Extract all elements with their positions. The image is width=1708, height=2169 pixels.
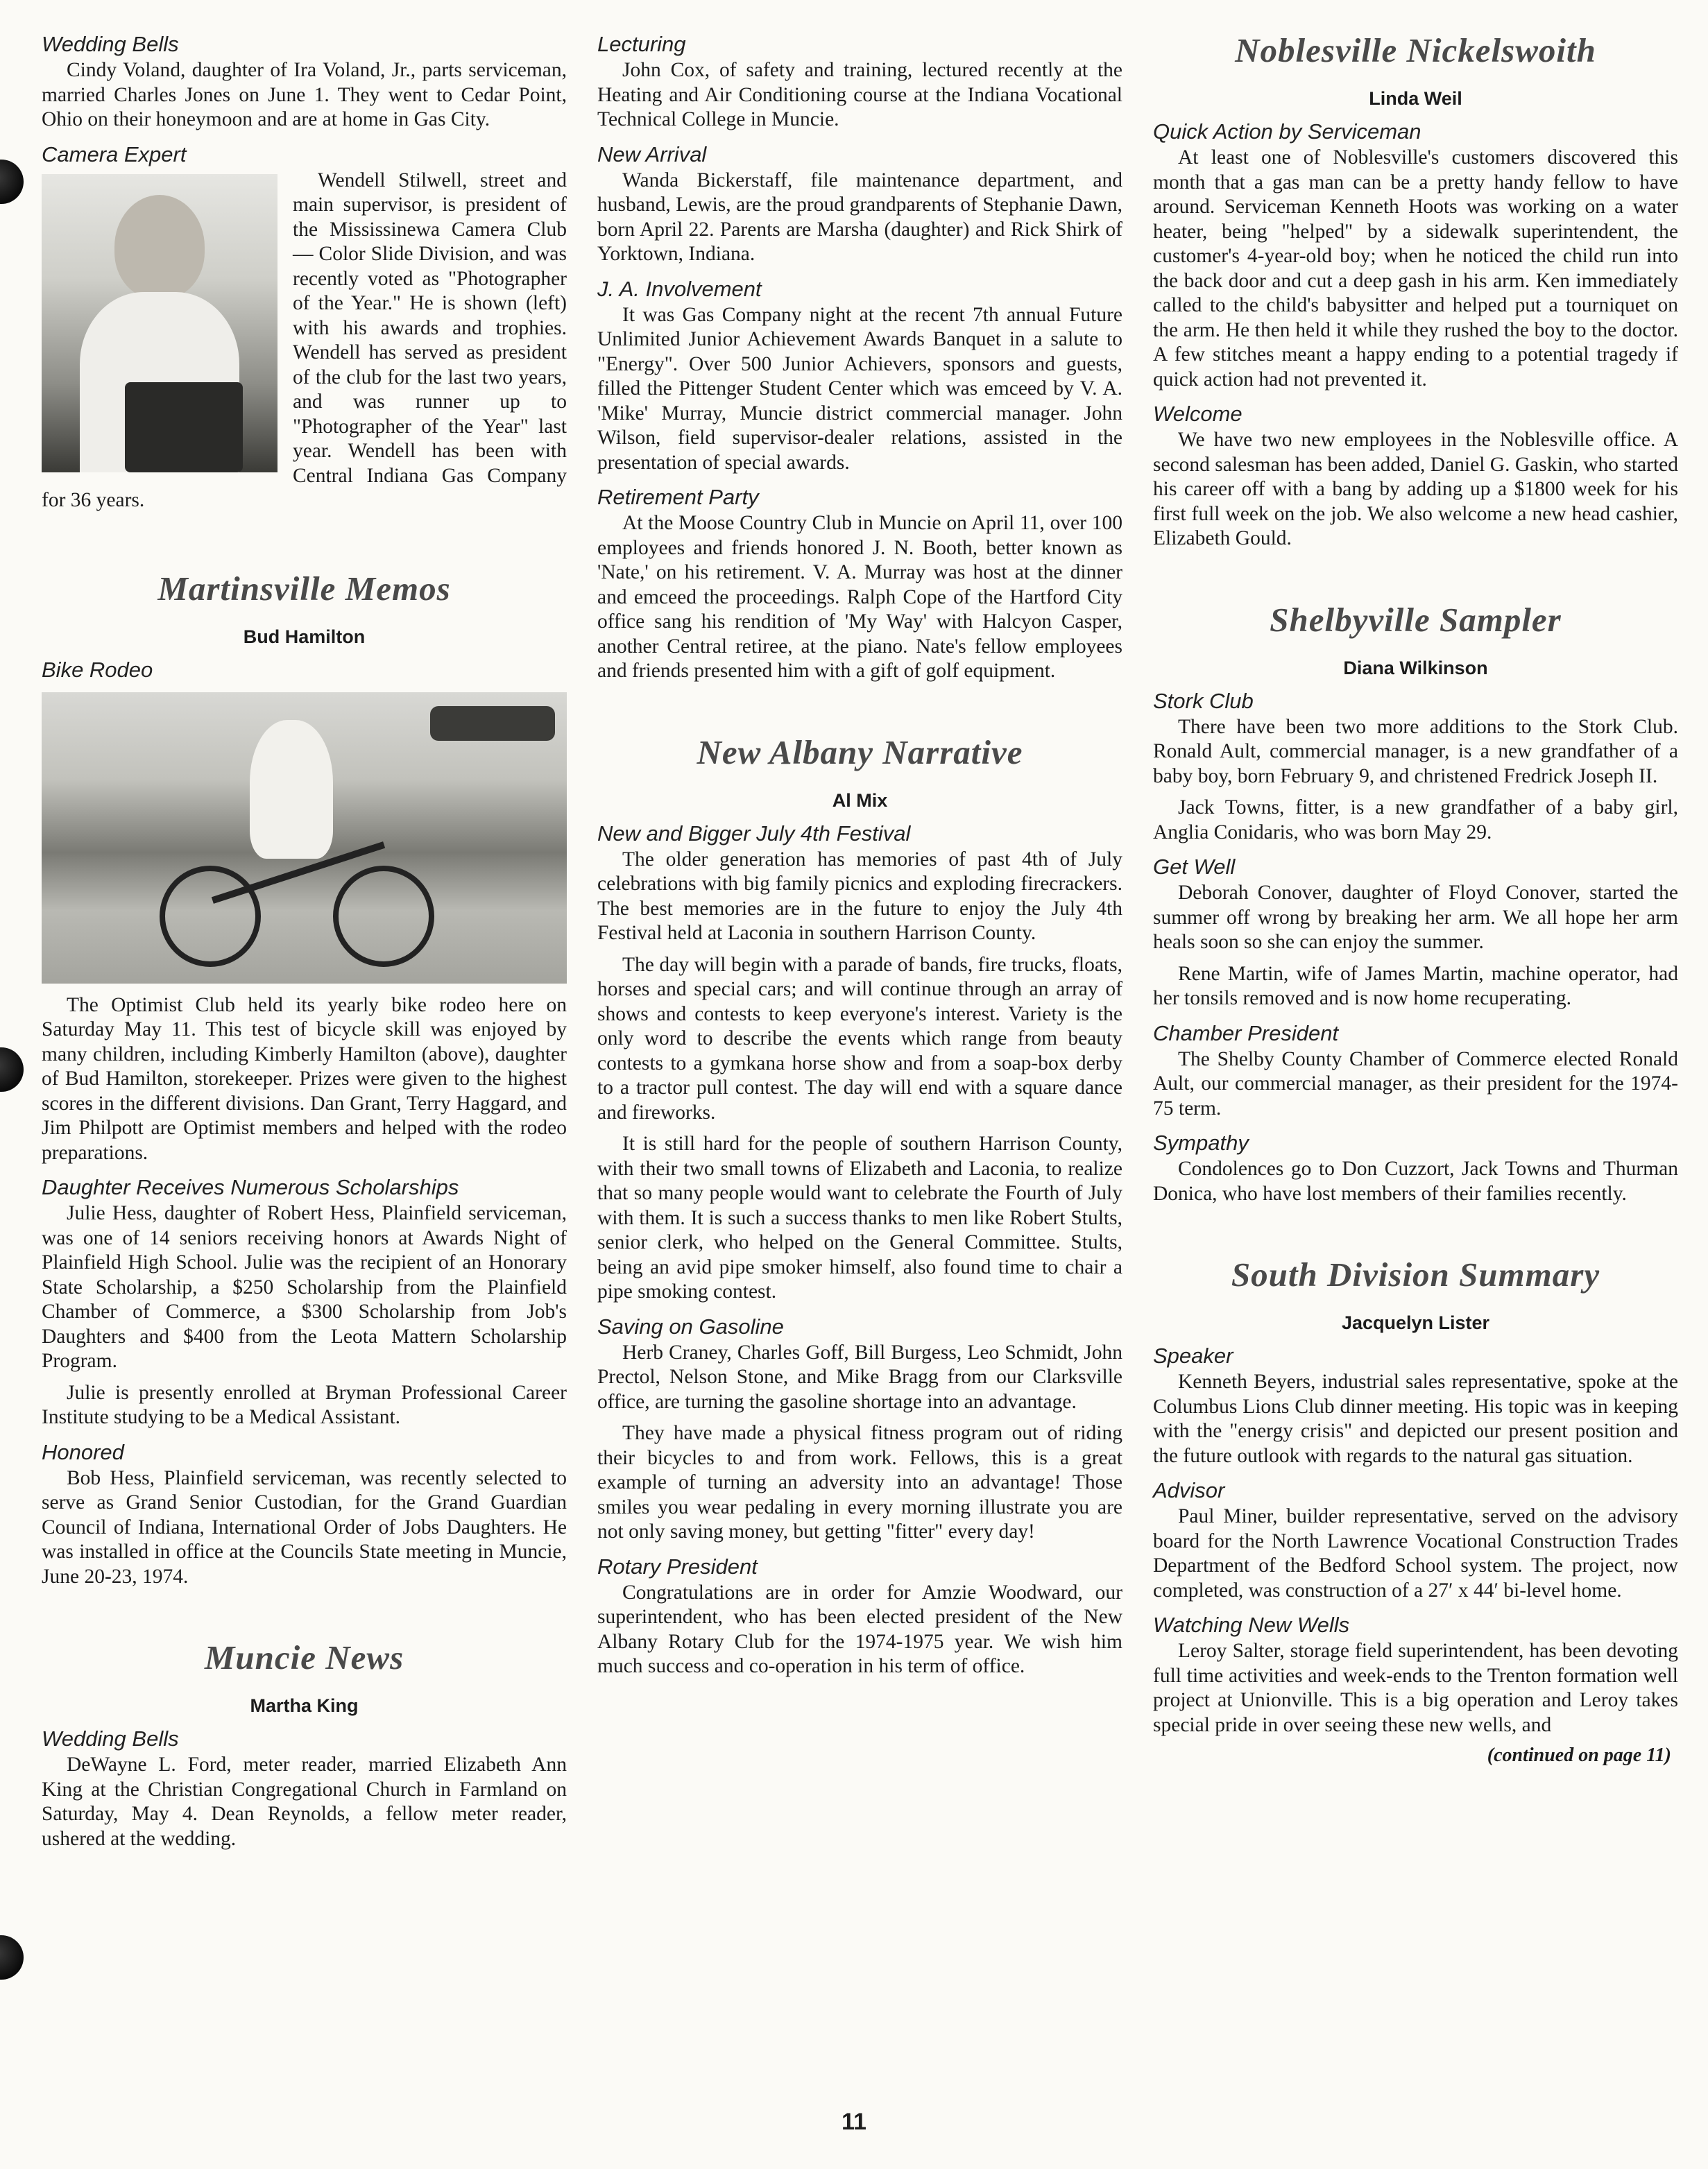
column-title: New Albany Narrative — [697, 732, 1023, 771]
article-text: The older generation has memories of past 4th of July celebrations with big family picnics and exploding firecrackers. The best memories are in the future to enjoy the July 4th Festival held at Laconia in southern Harrison County. — [597, 848, 1122, 944]
section-heading: New Arrival — [597, 142, 707, 166]
article-text: There have been two more additions to the Stork Club. Ronald Ault, commercial manager, is a new grandfather of a baby boy, born February 9, and christened Fredrick Joseph II. — [1153, 715, 1678, 787]
article-text: Kenneth Beyers, industrial sales representative, spoke at the Columbus Lions Club dinner meeting. His topic was in keeping with the "energy crisis" and depicted our present position and the future outlook with regards to the natural gas situation. — [1153, 1371, 1678, 1467]
article-text: Julie is presently enrolled at Bryman Professional Career Institute studying to be a Medical Assistant. — [42, 1381, 567, 1428]
article-text: The Optimist Club held its yearly bike rodeo here on Saturday May 11. This test of bicycle skill was enjoyed by many children, including Kimberly Hamilton (above), daughter of Bud Hamilton, storekeeper. Prizes were given to the highest scores in the different divisions. Dan Grant, Terry Haggard, and Jim Philpott are Optimist members and helped with the rodeo preparations. — [42, 993, 567, 1164]
section-heading: Daughter Receives Numerous Scholarships — [42, 1175, 459, 1199]
section-heading: Get Well — [1153, 855, 1236, 879]
continued-note: (continued on page 11) — [1487, 1744, 1671, 1766]
section-heading: Welcome — [1153, 402, 1242, 426]
byline: Jacquelyn Lister — [1341, 1312, 1490, 1333]
byline: Al Mix — [832, 789, 888, 811]
section-heading: Quick Action by Serviceman — [1153, 119, 1421, 144]
article-text: Jack Towns, fitter, is a new grandfather of a baby girl, Anglia Conidaris, who was born May 29. — [1153, 796, 1678, 843]
article-text: Wendell Stilwell, street and main supervisor, is president of the Mississinewa Camera Club — Color Slide Division, and was recently voted as "Photographer of the Year." He is shown (left) with his awards and trophies. Wendell has served as president of the club for the last two years, and was runner up to "Photographer of the Year" last year. Wendell has been with Central Indiana Gas Company for 36 years. — [42, 169, 567, 511]
section-heading: New and Bigger July 4th Festival — [597, 821, 911, 846]
article-text: Leroy Salter, storage field superintendent, has been devoting full time activities and week-ends to the Trenton formation well project at Unionville. This is a big operation and Leroy takes special pride in over seeing these new wells, and — [1153, 1640, 1678, 1736]
photo-bike-rodeo — [42, 692, 567, 984]
column-title: South Division Summary — [1231, 1255, 1600, 1294]
punch-hole — [0, 1047, 24, 1092]
section-heading: Bike Rodeo — [42, 657, 153, 682]
article-text: At least one of Noblesville's customers discovered this month that a gas man can be a pretty handy fellow to have around. Serviceman Kenneth Hoots was working on a water heater, being "helped" by a sidewalk superintendent, the customer's 4-year-old boy; when he noticed the child run into the back door and cut a deep gash in his arm. Ken immediately called to the child's babysitter and helped put a tourniquet on the arm. He then held it while they rushed the boy to the doctor. A few stitches meant a happy ending to a potential tragedy if quick action had not prevented it. — [1153, 146, 1678, 391]
byline: Martha King — [250, 1695, 359, 1716]
page-number: 11 — [842, 2109, 866, 2135]
section-heading: Chamber President — [1153, 1020, 1339, 1045]
column-2 — [597, 28, 1122, 2123]
column-1 — [42, 28, 567, 2123]
article-text: It was Gas Company night at the recent 7th annual Future Unlimited Junior Achievement Awards Banquet in a salute to "Energy". Over 500 Junior Achievers, sponsors and guests, filled the Pittenger Student Center which was emceed by V. A. 'Mike' Murray, Muncie district commercial manager. John Wilson, field supervisor-dealer relations, assisted in the presentation of special awards. — [597, 303, 1122, 474]
article-text: Bob Hess, Plainfield serviceman, was recently selected to serve as Grand Senior Custodian, for the Grand Guardian Council of Indiana, International Order of Jobs Daughters. He was installed in office at the Councils State meeting in Muncie, June 20-23, 1974. — [42, 1466, 567, 1588]
article-text: Wanda Bickerstaff, file maintenance department, and husband, Lewis, are the proud grandparents of Stephanie Dawn, born April 22. Parents are Marsha (daughter) and Rick Shirk of Yorktown, Indiana. — [597, 169, 1122, 265]
section-heading: Rotary President — [597, 1554, 758, 1579]
article-text: They have made a physical fitness program out of riding their bicycles to and from work. Fellows, this is a great example of turning an adversity into an advantage! Those smiles you wear pedaling in every morning illustrate you are not only saving money, but getting "fitter" every day! — [597, 1422, 1122, 1543]
article-text: Cindy Voland, daughter of Ira Voland, Jr., parts serviceman, married Charles Jones on June 1. They went to Cedar Point, Ohio on their honeymoon and are at home in Gas City. — [42, 59, 567, 130]
punch-hole — [0, 160, 24, 204]
article-text: Paul Miner, builder representative, served on the advisory board for the North Lawrence Vocational Construction Trades Department of the Bedford School system. The project, now completed, was construction of a 27′ x 44′ bi-level home. — [1153, 1505, 1678, 1602]
section-heading: Saving on Gasoline — [597, 1314, 784, 1339]
section-heading: J. A. Involvement — [597, 276, 762, 301]
section-heading: Watching New Wells — [1153, 1613, 1350, 1637]
article-text: The day will begin with a parade of bands, fire trucks, floats, horses and special cars; and will continue through an array of shows and contests to keep everyone's interest. Variety is the only word to describe the events which range from beauty contests to a gymkana horse show and from a soap-box derby to a tractor pull contest. The day will end with a square dance and fireworks. — [597, 953, 1122, 1124]
section-heading: Retirement Party — [597, 485, 759, 509]
column-title: Shelbyville Sampler — [1270, 600, 1562, 639]
photo-wendell-stilwell — [42, 174, 277, 472]
article-text: At the Moose Country Club in Muncie on April 11, over 100 employees and friends honored J. N. Booth, better known as 'Nate,' on his retirement. V. A. Murray was host at the dinner and emceed the proceedings. Ralph Cope of the Hartford City office sang his rendition of 'My Way' with Halcyon Casper, another Central retiree, at the piano. Nate's fellow employees and friends presented him with a gift of golf equipment. — [597, 512, 1122, 682]
section-heading: Wedding Bells — [42, 1726, 179, 1751]
section-heading: Lecturing — [597, 32, 686, 56]
byline: Diana Wilkinson — [1343, 657, 1488, 678]
article-text: John Cox, of safety and training, lectured recently at the Heating and Air Conditioning course at the Indiana Vocational Technical College in Muncie. — [597, 59, 1122, 130]
byline: Linda Weil — [1369, 88, 1462, 109]
article-text: Julie Hess, daughter of Robert Hess, Plainfield serviceman, was one of 14 seniors receiving honors at Awards Night of Plainfield High School. Julie was the recipient of an Honorary State Scholarship, a $250 Scholarship from the Plainfield Chamber of Commerce, a $300 Scholarship from Job's Daughters and $400 from the Leota Mattern Scholarship Program. — [42, 1202, 567, 1372]
article-text: DeWayne L. Ford, meter reader, married Elizabeth Ann King at the Christian Congregational Church in Farmland on Saturday, May 4. Dean Reynolds, a fellow meter reader, ushered at the wedding. — [42, 1754, 567, 1850]
section-heading: Wedding Bells — [42, 32, 179, 56]
article-text: The Shelby County Chamber of Commerce elected Ronald Ault, our commercial manager, as their president for the 1974-75 term. — [1153, 1047, 1678, 1120]
column-title: Noblesville Nickelswoith — [1235, 31, 1596, 69]
punch-hole — [0, 1935, 24, 1980]
article-text: We have two new employees in the Noblesville office. A second salesman has been added, Daniel G. Gaskin, who started his career off with a bang by adding up a $1800 week for his first full week on the job. We also welcome a new head cashier, Elizabeth Gould. — [1153, 429, 1678, 549]
section-heading: Sympathy — [1153, 1131, 1249, 1155]
newsletter-page — [42, 28, 1679, 2123]
article-text: It is still hard for the people of southern Harrison County, with their two small towns of Elizabeth and Laconia, to realize that so many people would want to celebrate the Fourth of July with them. It is such a success thanks to men like Robert Stults, senior clerk, who helped on the General Committee. Stults, being an avid pipe smoker himself, also found time to chair a pipe smoking contest. — [597, 1133, 1122, 1303]
section-heading: Speaker — [1153, 1344, 1233, 1368]
section-heading: Advisor — [1153, 1478, 1225, 1502]
article-text: Condolences go to Don Cuzzort, Jack Towns and Thurman Donica, who have lost members of their families recently. — [1153, 1158, 1678, 1205]
byline: Bud Hamilton — [243, 626, 366, 647]
article-text: Deborah Conover, daughter of Floyd Conover, started the summer off wrong by breaking her arm. We all hope her arm heals soon so she can enjoy the summer. — [1153, 882, 1678, 953]
section-heading: Stork Club — [1153, 688, 1254, 713]
column-3 — [1153, 28, 1678, 2123]
section-heading: Honored — [42, 1439, 124, 1464]
column-title: Martinsville Memos — [157, 569, 451, 608]
article-text: Congratulations are in order for Amzie Woodward, our superintendent, who has been elected president of the New Albany Rotary Club for the 1974-1975 year. We wish him much success and co-operation in his term of office. — [597, 1581, 1122, 1677]
column-title: Muncie News — [204, 1638, 404, 1677]
article-text: Rene Martin, wife of James Martin, machine operator, had her tonsils removed and is now home recuperating. — [1153, 962, 1678, 1009]
article-text: Herb Craney, Charles Goff, Bill Burgess, Leo Schmidt, John Prectol, Nelson Stone, and Mike Bragg from our Clarksville office, are turning the gasoline shortage into an advantage. — [597, 1341, 1122, 1413]
section-heading: Camera Expert — [42, 142, 187, 166]
